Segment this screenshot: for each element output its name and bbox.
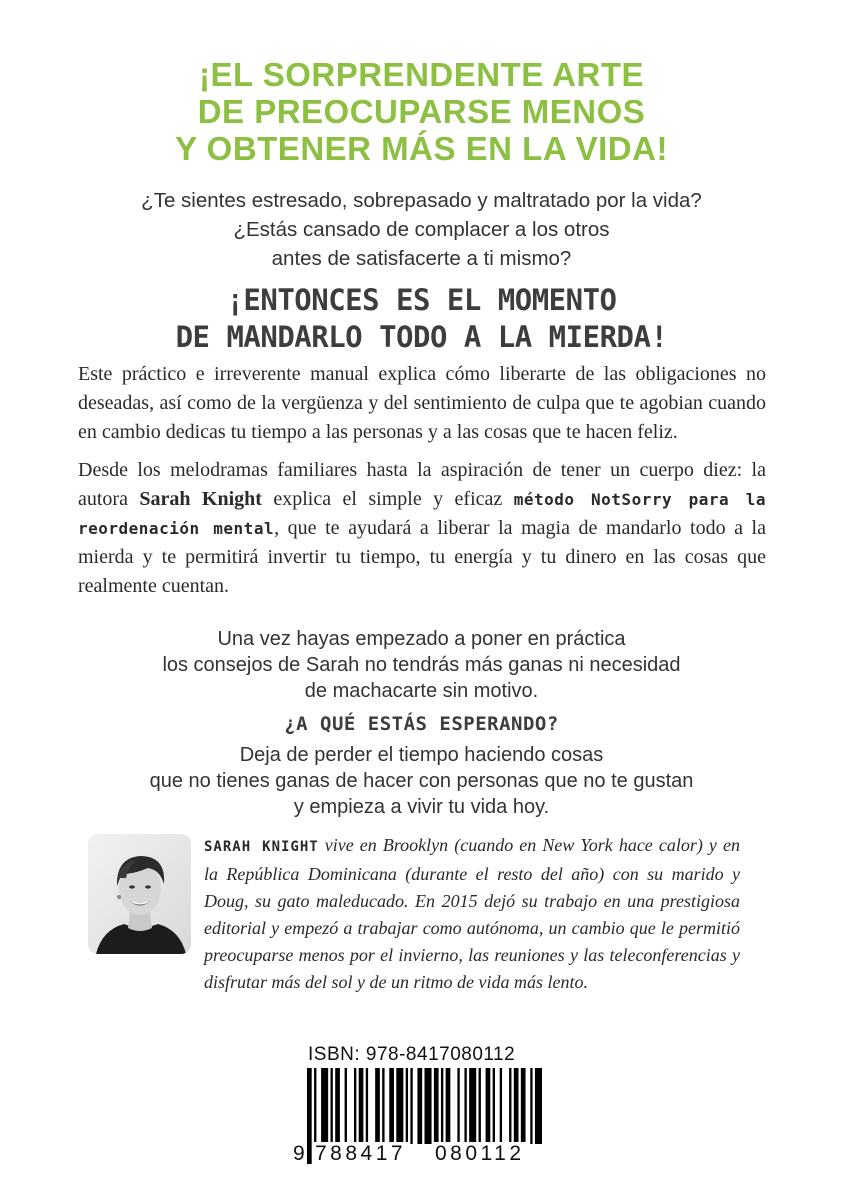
description-text: Desde los melodramas familiares hasta la aspiración de tener un cuerpo diez: la autora: [78, 459, 766, 510]
barcode-bar-17: [434, 1068, 439, 1144]
barcode-bar-19: [446, 1068, 451, 1144]
headline-line: DE PREOCUPARSE MENOS: [197, 93, 646, 130]
intro-questions: [40, 186, 803, 273]
barcode-bar-29: [521, 1068, 526, 1144]
barcode-bar-25: [493, 1068, 495, 1144]
barcode-bar-28: [514, 1068, 519, 1144]
barcode-bar-4: [335, 1068, 340, 1144]
barcode-bar-2: [321, 1068, 328, 1144]
call-to-action: ¿A QUÉ ESTÁS ESPERANDO?: [284, 713, 559, 735]
barcode-bar-7: [359, 1068, 364, 1144]
barcode-bar-8: [366, 1068, 368, 1144]
method-name: método NotSorry para la reordenación mental: [78, 490, 766, 538]
question-line: ¿Te sientes estresado, sobrepasado y maltratado por la vida?: [141, 189, 702, 212]
barcode-bar-24: [486, 1068, 491, 1144]
slogan-line: DE MANDARLO TODO A LA MIERDA!: [175, 320, 668, 354]
barcode-bar-22: [469, 1068, 476, 1144]
barcode-bar-12: [396, 1068, 403, 1144]
barcode-bar-27: [509, 1068, 511, 1144]
description-text: explica el simple y eficaz: [261, 488, 514, 510]
barcode-bar-26: [500, 1068, 502, 1144]
barcode-bar-11: [389, 1068, 394, 1144]
barcode-bar-14: [410, 1068, 412, 1144]
description-text: , que te ayudará a liberar la magia de mandarlo todo a la mierda y te permitirá invertir tu tiempo, tu energía y tu dinero en las cosas que realmente cuentan.: [78, 517, 766, 597]
closing-line: y empieza a vivir tu vida hoy.: [293, 796, 550, 818]
barcode-bar-3: [331, 1068, 333, 1144]
question-line: ¿Estás cansado de complacer a los otros: [233, 218, 610, 241]
author-portrait-icon: [88, 834, 191, 954]
description: [78, 360, 766, 610]
headline-line: ¡EL SORPRENDENTE ARTE: [198, 56, 645, 93]
author-name-inline: Sarah Knight: [139, 488, 262, 510]
slogan: [40, 282, 803, 356]
barcode-digit-first: 9: [293, 1142, 305, 1165]
author-bio: [204, 832, 740, 996]
description-paragraph-2: [78, 456, 766, 601]
barcode-bar-20: [457, 1068, 459, 1144]
barcode-digit-group-right: 080112: [435, 1142, 525, 1165]
bio-text: vive en Brooklyn (cuando en New York hace calor) y en la República Dominicana (durante el resto del año) con su marido y Doug, su gato maleducado. En 2015 dejó su trabajo en una prestigiosa editorial y empezó a trabajar como autónoma, un cambio que le permitió preocuparse menos por el invierno, las reuniones y las teleconferencias y disfrutar más del sol y de un ritmo de vida más lento.: [204, 835, 740, 992]
bio-author-name: SARAH KNIGHT: [204, 839, 319, 855]
barcode-bar-30: [530, 1068, 532, 1144]
barcode-bar-16: [425, 1068, 432, 1144]
closing-line: Deja de perder el tiempo haciendo cosas: [239, 744, 604, 766]
closing-block: [40, 626, 803, 820]
author-photo: [88, 834, 191, 954]
barcode-bar-9: [375, 1068, 380, 1144]
question-line: antes de satisfacerte a ti mismo?: [271, 247, 572, 270]
headline-line: Y OBTENER MÁS EN LA VIDA!: [175, 130, 668, 167]
barcode-digit-group-left: 788417: [315, 1142, 407, 1165]
barcode-bar-15: [417, 1068, 422, 1144]
barcode-bar-13: [406, 1068, 408, 1144]
barcode-digits: [293, 1140, 548, 1170]
barcode-bar-6: [354, 1068, 356, 1144]
barcode-bar-5: [345, 1068, 347, 1144]
barcode-bar-21: [464, 1068, 466, 1144]
isbn-label: ISBN: 978-8417080112: [308, 1044, 516, 1065]
closing-line: Una vez hayas empezado a poner en práctica: [217, 628, 626, 650]
closing-line: de machacarte sin motivo.: [304, 680, 539, 702]
closing-line: los consejos de Sarah no tendrás más ganas ni necesidad: [162, 654, 681, 676]
barcode-bar-18: [441, 1068, 443, 1144]
headline: [40, 56, 803, 167]
slogan-line: ¡ENTONCES ES EL MOMENTO: [226, 283, 617, 317]
barcode-bar-10: [382, 1068, 384, 1144]
closing-line: que no tienes ganas de hacer con personas que no te gustan: [149, 770, 694, 792]
barcode-bar-31: [535, 1068, 542, 1144]
description-paragraph-1: Este práctico e irreverente manual explica cómo liberarte de las obligaciones no deseadas, así como de la vergüenza y del sentimiento de culpa que te agobian cuando en cambio dedicas tu tiempo a las personas y a las cosas que te hacen feliz.: [78, 363, 766, 443]
